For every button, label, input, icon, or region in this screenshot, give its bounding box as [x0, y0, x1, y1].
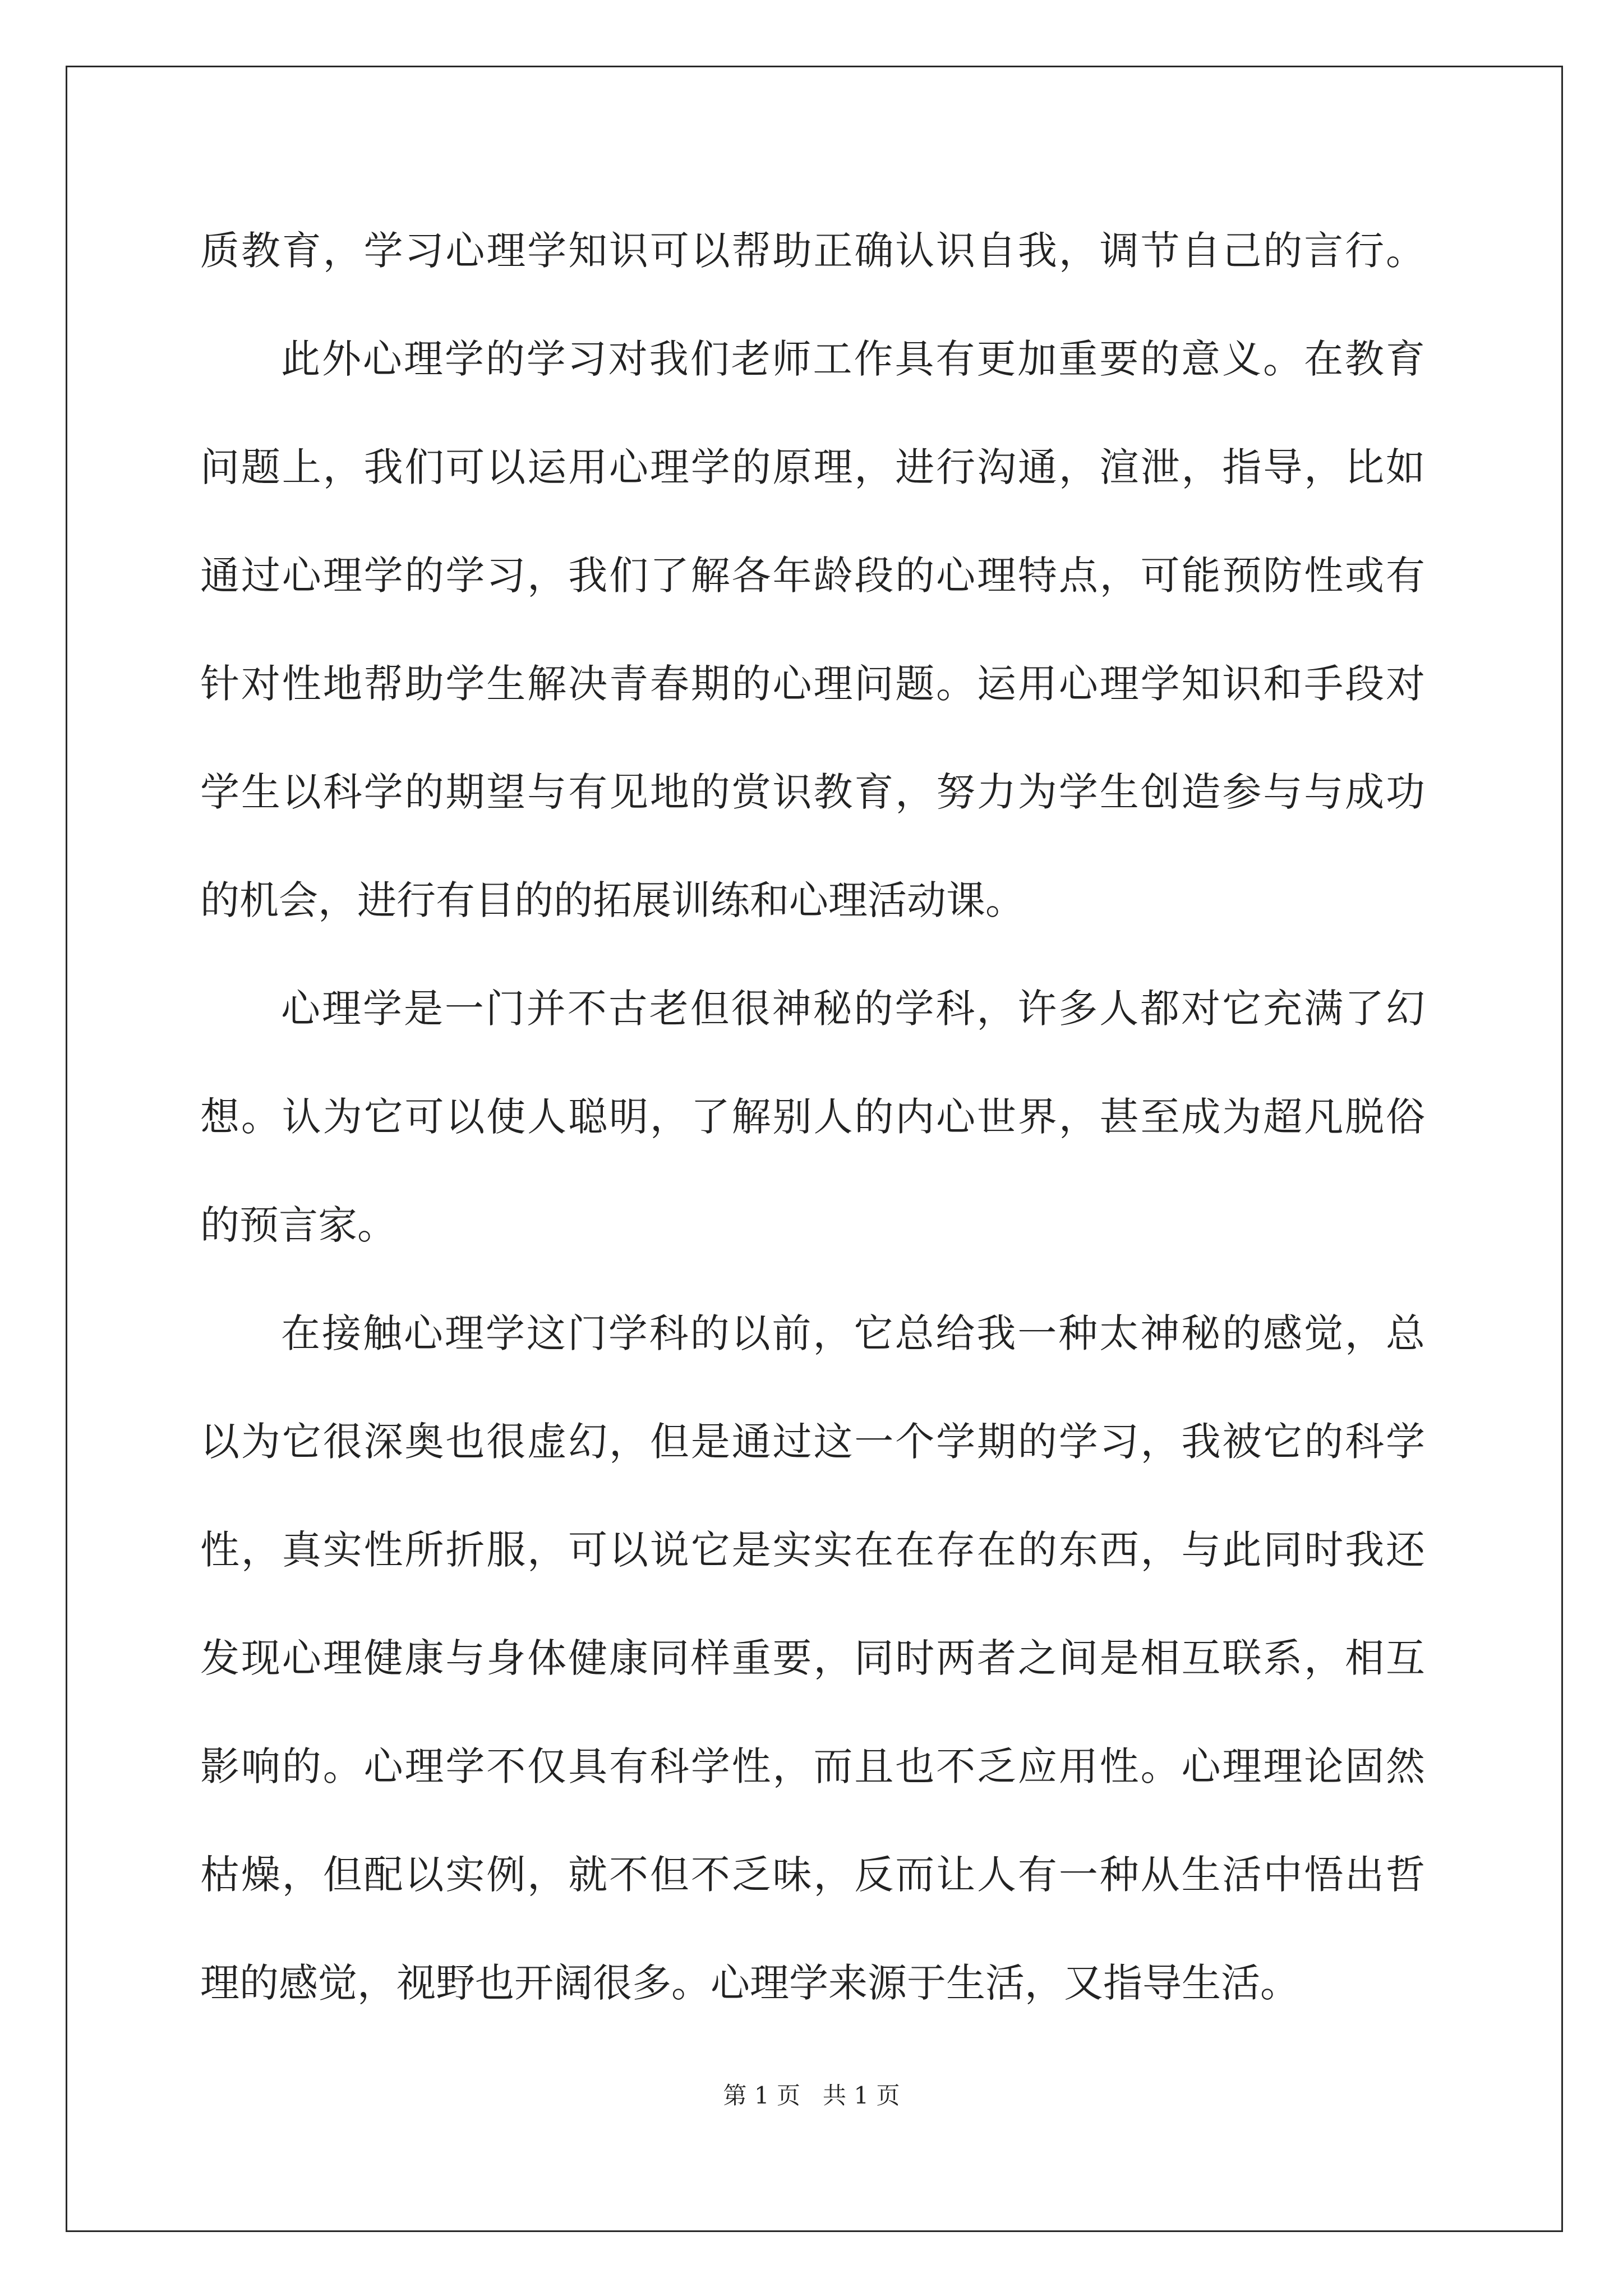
text-line: 在接触心理学这门学科的以前，它总给我一种太神秘的感觉，总 [281, 1310, 1425, 1356]
text-line: 问题上，我们可以运用心理学的原理，进行沟通，渲泄，指导，比如 [200, 444, 1425, 490]
text-line: 枯燥，但配以实例，就不但不乏味，反而让人有一种从生活中悟出哲 [200, 1852, 1425, 1898]
text-line: 的机会，进行有目的的拓展训练和心理活动课。 [200, 877, 1025, 923]
text-line: 此外心理学的学习对我们老师工作具有更加重要的意义。在教育 [281, 336, 1425, 382]
text-line: 影响的。心理学不仅具有科学性，而且也不乏应用性。心理理论固然 [200, 1743, 1425, 1789]
text-line: 想。认为它可以使人聪明，了解别人的内心世界，甚至成为超凡脱俗 [200, 1094, 1425, 1140]
text-line: 通过心理学的学习，我们了解各年龄段的心理特点，可能预防性或有 [200, 553, 1425, 599]
text-line: 的预言家。 [200, 1202, 396, 1248]
text-line: 发现心理健康与身体健康同样重要，同时两者之间是相互联系，相互 [200, 1635, 1425, 1681]
text-line: 以为它很深奥也很虚幻，但是通过这一个学期的学习，我被它的科学 [200, 1419, 1425, 1465]
text-line: 性，真实性所折服，可以说它是实实在在存在的东西，与此同时我还 [200, 1527, 1425, 1573]
text-line: 质教育，学习心理学知识可以帮助正确认识自我，调节自己的言行。 [200, 228, 1425, 274]
page-number-footer: 第 1 页 共 1 页 [723, 2082, 900, 2109]
text-line: 学生以科学的期望与有见地的赏识教育，努力为学生创造参与与成功 [200, 769, 1425, 815]
text-line: 针对性地帮助学生解决青春期的心理问题。运用心理学知识和手段对 [200, 661, 1425, 707]
text-line: 心理学是一门并不古老但很神秘的学科，许多人都对它充满了幻 [281, 986, 1425, 1032]
text-line: 理的感觉，视野也开阔很多。心理学来源于生活，又指导生活。 [200, 1960, 1299, 2006]
